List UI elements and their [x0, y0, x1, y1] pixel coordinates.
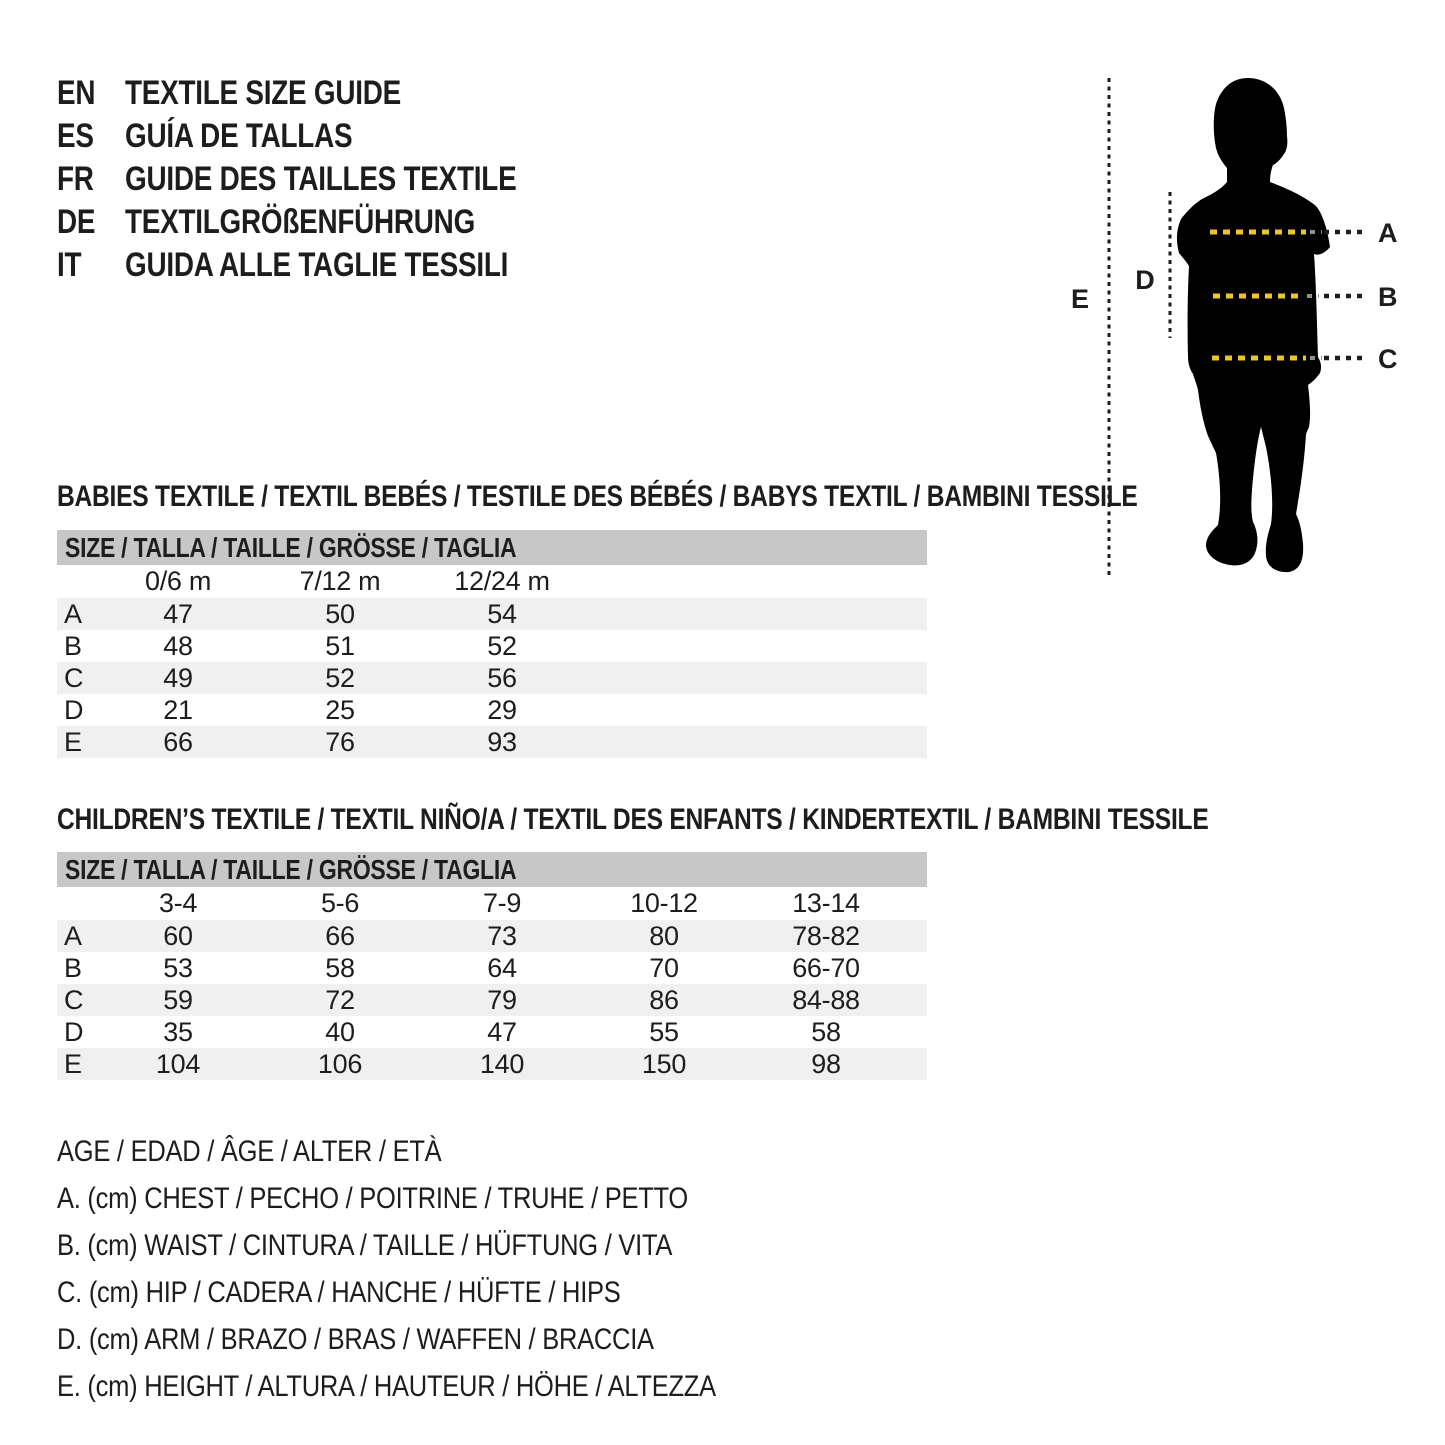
size-table-row	[57, 662, 927, 694]
size-column-header: 7-9	[482, 888, 522, 918]
language-title-row	[57, 201, 602, 244]
size-column-header: 12/24 m	[454, 566, 550, 596]
language-title-row	[57, 72, 602, 115]
measure-row-label: B	[64, 952, 82, 983]
language-code: ES	[57, 117, 94, 155]
size-table-row	[57, 1016, 927, 1048]
size-table-row	[57, 630, 927, 662]
size-value-cell: 58	[811, 1016, 841, 1047]
marker-label-a: A	[1378, 218, 1398, 248]
size-value-cell: 78-82	[792, 920, 860, 951]
language-title-row	[57, 115, 602, 158]
marker-label-b: B	[1378, 282, 1398, 312]
size-value-cell: 73	[487, 920, 517, 951]
marker-label-d: D	[1135, 265, 1155, 295]
size-table-row	[57, 726, 927, 758]
child-silhouette-figure	[1060, 70, 1445, 600]
size-value-cell: 59	[163, 984, 193, 1015]
size-column-header: 13-14	[792, 888, 860, 918]
size-column-header: 5-6	[320, 888, 360, 918]
filler-cell	[583, 630, 927, 662]
children-section-title: CHILDREN’S TEXTILE / TEXTIL NIÑO/A / TEXTIL DES ENFANTS / KINDERTEXTIL / BAMBINI TESSILE	[57, 803, 1209, 836]
size-column-header: 3-4	[158, 888, 198, 918]
filler-cell	[907, 952, 927, 984]
size-value-cell: 150	[641, 1048, 687, 1079]
children-size-table-section	[57, 852, 927, 1080]
size-value-cell: 47	[487, 1016, 517, 1047]
size-value-cell: 104	[155, 1048, 201, 1079]
legend-line: D. (cm) ARM / BRAZO / BRAS / WAFFEN / BRACCIA	[57, 1323, 654, 1356]
filler-cell	[583, 565, 927, 598]
size-value-cell: 66-70	[792, 952, 860, 983]
size-value-cell: 60	[163, 920, 193, 951]
size-value-cell: 29	[487, 694, 517, 725]
language-title-row	[57, 158, 602, 201]
measurement-legend	[57, 1128, 832, 1410]
size-value-cell: 84-88	[792, 984, 860, 1015]
babies-size-table-section	[57, 530, 927, 758]
size-value-cell: 54	[487, 598, 517, 629]
measure-row-label: C	[64, 984, 84, 1015]
size-value-cell: 47	[163, 598, 193, 629]
size-value-cell: 58	[325, 952, 355, 983]
filler-cell	[907, 984, 927, 1016]
children-size-table	[57, 887, 927, 1080]
legend-line: C. (cm) HIP / CADERA / HANCHE / HÜFTE / HIPS	[57, 1276, 621, 1309]
size-column-header: 0/6 m	[144, 566, 212, 596]
filler-cell	[907, 1016, 927, 1048]
size-value-cell: 86	[649, 984, 679, 1015]
size-value-cell: 80	[649, 920, 679, 951]
size-column-header: 7/12 m	[299, 566, 381, 596]
filler-cell	[583, 694, 927, 726]
size-value-cell: 40	[325, 1016, 355, 1047]
size-table-row	[57, 952, 927, 984]
language-guide-title: GUÍA DE TALLAS	[125, 117, 353, 155]
size-column-header-row	[57, 565, 927, 598]
measure-row-label: E	[64, 1048, 82, 1079]
row-label-spacer	[57, 887, 97, 920]
size-value-cell: 106	[317, 1048, 363, 1079]
size-table-row	[57, 694, 927, 726]
size-table-row	[57, 984, 927, 1016]
size-value-cell: 21	[163, 694, 193, 725]
filler-cell	[907, 1048, 927, 1080]
size-value-cell: 35	[163, 1016, 193, 1047]
measure-row-label: A	[64, 920, 82, 951]
size-value-cell: 51	[325, 630, 355, 661]
size-value-cell: 76	[325, 726, 355, 757]
size-value-cell: 52	[325, 662, 355, 693]
filler-cell	[583, 726, 927, 758]
legend-line: AGE / EDAD / ÂGE / ALTER / ETÀ	[57, 1135, 442, 1168]
language-code: DE	[57, 203, 96, 241]
language-code: EN	[57, 74, 96, 112]
size-value-cell: 49	[163, 662, 193, 693]
language-guide-title: TEXTILGRÖßENFÜHRUNG	[125, 203, 476, 241]
size-table-row	[57, 1048, 927, 1080]
marker-label-e: E	[1070, 284, 1090, 314]
size-value-cell: 55	[649, 1016, 679, 1047]
babies-table-header-bar: SIZE / TALLA / TAILLE / GRÖSSE / TAGLIA	[57, 530, 927, 565]
children-table-header-bar: SIZE / TALLA / TAILLE / GRÖSSE / TAGLIA	[57, 852, 927, 887]
size-value-cell: 79	[487, 984, 517, 1015]
size-value-cell: 50	[325, 598, 355, 629]
size-value-cell: 70	[649, 952, 679, 983]
size-column-header: 10-12	[630, 888, 698, 918]
babies-size-table	[57, 565, 927, 758]
language-code: FR	[57, 160, 94, 198]
language-code: IT	[57, 246, 82, 284]
size-value-cell: 48	[163, 630, 193, 661]
measure-row-label: A	[64, 598, 82, 629]
measure-row-label: D	[64, 1016, 84, 1047]
legend-line: E. (cm) HEIGHT / ALTURA / HAUTEUR / HÖHE / ALTEZZA	[57, 1370, 716, 1403]
babies-section-title: BABIES TEXTILE / TEXTIL BEBÉS / TESTILE DES BÉBÉS / BABYS TEXTIL / BAMBINI TESSILE	[57, 480, 1138, 513]
language-title-row	[57, 244, 602, 287]
legend-line: A. (cm) CHEST / PECHO / POITRINE / TRUHE / PETTO	[57, 1182, 689, 1215]
size-value-cell: 93	[487, 726, 517, 757]
measure-row-label: C	[64, 662, 84, 693]
size-value-cell: 98	[811, 1048, 841, 1079]
language-guide-title: GUIDE DES TAILLES TEXTILE	[125, 160, 517, 198]
size-value-cell: 140	[479, 1048, 525, 1079]
language-guide-title: TEXTILE SIZE GUIDE	[125, 74, 401, 112]
measure-row-label: B	[64, 630, 82, 661]
row-label-spacer	[57, 565, 97, 598]
size-value-cell: 25	[325, 694, 355, 725]
marker-label-c: C	[1378, 344, 1398, 374]
filler-cell	[907, 887, 927, 920]
size-table-row	[57, 598, 927, 630]
size-value-cell: 66	[325, 920, 355, 951]
legend-line: B. (cm) WAIST / CINTURA / TAILLE / HÜFTUNG / VITA	[57, 1229, 673, 1262]
language-title-list	[57, 72, 602, 287]
measure-row-label: E	[64, 726, 82, 757]
language-guide-title: GUIDA ALLE TAGLIE TESSILI	[125, 246, 509, 284]
size-column-header-row	[57, 887, 927, 920]
size-value-cell: 52	[487, 630, 517, 661]
size-value-cell: 53	[163, 952, 193, 983]
size-value-cell: 66	[163, 726, 193, 757]
size-table-row	[57, 920, 927, 952]
size-value-cell: 64	[487, 952, 517, 983]
size-value-cell: 56	[487, 662, 517, 693]
filler-cell	[583, 598, 927, 630]
measure-row-label: D	[64, 694, 84, 725]
filler-cell	[583, 662, 927, 694]
filler-cell	[907, 920, 927, 952]
size-value-cell: 72	[325, 984, 355, 1015]
